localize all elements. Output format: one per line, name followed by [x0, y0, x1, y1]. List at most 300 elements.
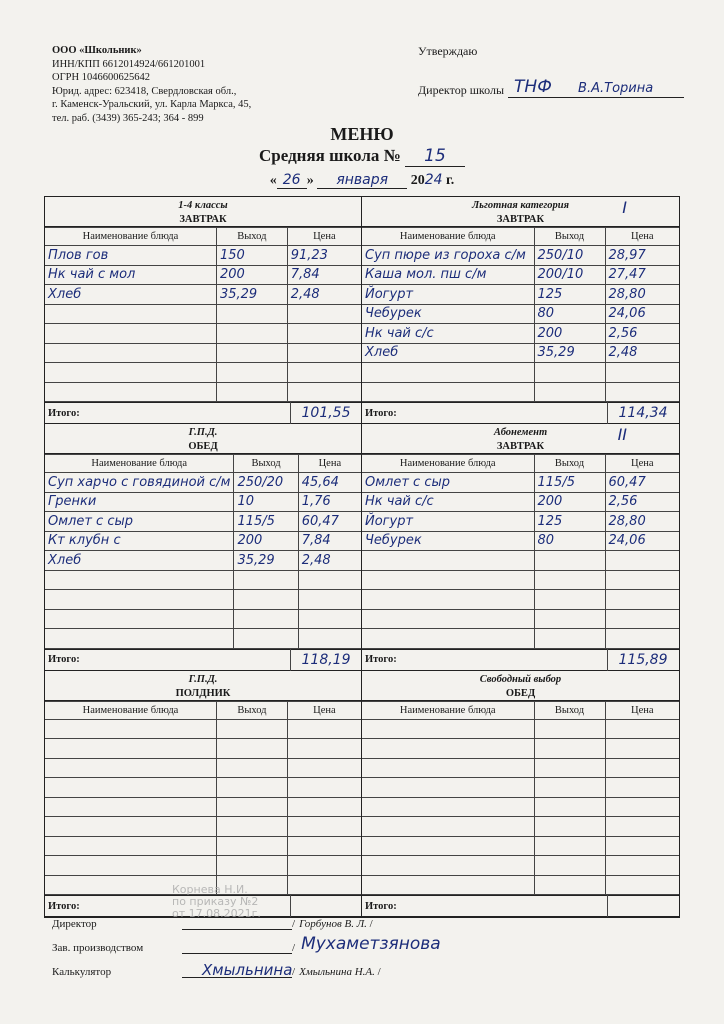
director-label: Директор школы — [418, 83, 505, 97]
table-row — [362, 551, 679, 571]
dish-price-cell — [298, 531, 361, 551]
dish-price-cell — [605, 363, 679, 383]
dish-yield: 250/10 — [537, 247, 584, 263]
column-header-price: Цена — [605, 455, 679, 473]
dish-yield-cell — [234, 492, 298, 512]
dish-yield: 35,29 — [237, 552, 275, 568]
column-header-price: Цена — [287, 228, 361, 246]
dish-yield-cell — [216, 343, 287, 363]
block-header — [362, 424, 679, 454]
dish-name-cell — [45, 739, 217, 759]
table-row — [362, 836, 679, 856]
approval-block — [418, 44, 684, 98]
table-row — [45, 609, 361, 629]
block-category: Г.П.Д. — [188, 427, 218, 438]
dish-name-cell — [45, 609, 234, 629]
table-row — [362, 778, 679, 798]
dish-yield-cell — [216, 304, 287, 324]
dish-price-cell — [287, 304, 361, 324]
dish-name: Чебурек — [365, 533, 422, 549]
dish-yield: 35,29 — [219, 286, 258, 302]
column-header-yield: Выход — [217, 701, 288, 719]
dish-price: 1,76 — [301, 494, 331, 510]
dish-price-cell — [287, 382, 361, 402]
menu-section — [45, 424, 679, 671]
menu-section — [45, 671, 679, 918]
table-row — [45, 531, 361, 551]
school-number: 15 — [405, 146, 465, 167]
table-row — [45, 797, 361, 817]
table-row — [362, 758, 679, 778]
dish-price-cell — [605, 285, 679, 305]
dish-name: Нк чай с мол — [48, 267, 136, 283]
signature-label: Калькулятор — [52, 966, 112, 978]
dish-yield-cell — [534, 590, 605, 610]
dish-name: Нк чай с/с — [365, 325, 434, 341]
dish-name-cell — [45, 817, 217, 837]
table-row — [362, 719, 679, 739]
dish-price-cell — [287, 363, 361, 383]
total-label: Итого: — [48, 407, 80, 419]
table-header-row — [362, 701, 679, 719]
dish-name-cell — [362, 758, 534, 778]
menu-date: « 26 » января 2024 г. — [269, 172, 455, 188]
dish-yield-cell — [234, 629, 298, 649]
dish-yield-cell — [234, 473, 298, 493]
total-row — [45, 649, 361, 671]
dish-name-cell — [362, 246, 534, 266]
block-meal: ОБЕД — [188, 441, 218, 452]
dish-price-cell — [605, 570, 679, 590]
table-row — [45, 817, 361, 837]
dish-yield-cell — [217, 836, 288, 856]
dish-price-cell — [605, 265, 679, 285]
dish-name-cell — [45, 246, 216, 266]
dish-yield: 125 — [537, 286, 563, 302]
block-header — [45, 671, 361, 701]
dish-price-cell — [605, 817, 679, 837]
dish-table — [362, 227, 679, 402]
table-row — [45, 551, 361, 571]
dish-price-cell — [287, 797, 361, 817]
dish-yield-cell — [217, 797, 288, 817]
dish-price-cell — [605, 836, 679, 856]
menu-block — [362, 424, 679, 671]
dish-yield-cell — [534, 285, 605, 305]
dish-yield: 80 — [537, 306, 555, 322]
table-header-row — [362, 228, 679, 246]
dish-price-cell — [298, 590, 361, 610]
menu-block — [362, 671, 679, 918]
column-header-name: Наименование блюда — [362, 455, 534, 473]
menu-block — [45, 671, 362, 918]
dish-name-cell — [45, 512, 234, 532]
total-sum: 115,89 — [618, 651, 668, 668]
table-header-row — [45, 701, 361, 719]
column-header-name: Наименование блюда — [45, 455, 234, 473]
total-sum-cell — [290, 649, 361, 671]
dish-price-cell — [605, 797, 679, 817]
table-row — [45, 363, 361, 383]
dish-price: 45,64 — [301, 474, 339, 490]
table-row — [45, 758, 361, 778]
table-row — [362, 629, 679, 649]
table-row — [362, 817, 679, 837]
table-row — [362, 797, 679, 817]
dish-price-cell — [605, 382, 679, 402]
total-label: Итого: — [365, 654, 397, 665]
table-row — [45, 570, 361, 590]
organization-block — [52, 44, 251, 125]
total-sum-cell — [607, 649, 678, 671]
column-header-yield: Выход — [534, 228, 605, 246]
dish-yield-cell — [534, 473, 605, 493]
signature-label: Зав. производством — [52, 942, 144, 954]
dish-name-cell — [362, 856, 534, 876]
block-header — [362, 671, 679, 701]
dish-yield: 200 — [237, 533, 263, 549]
dish-price-cell — [287, 778, 361, 798]
dish-yield: 10 — [237, 494, 254, 510]
column-header-name: Наименование блюда — [362, 701, 534, 719]
table-row — [45, 512, 361, 532]
dish-table — [45, 227, 361, 402]
block-meal: ЗАВТРАК — [496, 214, 545, 225]
dish-yield-cell — [534, 304, 605, 324]
dish-yield-cell — [534, 817, 605, 837]
org-line: тел. раб. (3439) 365-243; 364 - 899 — [52, 112, 204, 124]
total-sum-cell — [607, 402, 678, 424]
dish-yield: 200/10 — [537, 267, 584, 283]
dish-name-cell — [45, 382, 216, 402]
table-row — [362, 343, 679, 363]
dish-table — [362, 454, 679, 649]
dish-yield-cell — [216, 382, 287, 402]
column-header-name: Наименование блюда — [362, 228, 534, 246]
dish-name-cell — [45, 492, 234, 512]
dish-name: Каша мол. пш с/м — [365, 267, 487, 283]
dish-name-cell — [45, 551, 234, 571]
dish-name: Йогурт — [365, 286, 414, 302]
dish-price: 60,47 — [608, 474, 646, 490]
table-row — [362, 382, 679, 402]
total-sum-cell — [290, 402, 361, 424]
dish-yield: 150 — [219, 247, 245, 263]
dish-name-cell — [362, 836, 534, 856]
dish-yield-cell — [534, 551, 605, 571]
dish-price-cell — [287, 856, 361, 876]
signature-row: Директор / Горбунов В. Л. / — [52, 906, 652, 930]
block-meal: ОБЕД — [505, 687, 536, 699]
dish-price-cell — [605, 590, 679, 610]
dish-yield-cell — [217, 817, 288, 837]
director-signature-line — [508, 79, 684, 98]
table-row — [45, 719, 361, 739]
stamp-line: по приказу №2 — [172, 895, 259, 908]
dish-price-cell — [287, 875, 361, 895]
dish-name-cell — [45, 285, 216, 305]
dish-table — [45, 454, 361, 649]
dish-price-cell — [287, 265, 361, 285]
dish-name: Гренки — [48, 494, 97, 510]
dish-price-cell — [298, 473, 361, 493]
dish-price-cell — [287, 719, 361, 739]
menu-block — [362, 197, 679, 424]
dish-name-cell — [362, 473, 534, 493]
dish-name-cell — [362, 363, 534, 383]
org-line: г. Каменск-Уральский, ул. Карла Маркса, 45, — [52, 99, 252, 110]
column-header-price: Цена — [298, 455, 361, 473]
dish-yield-cell — [234, 609, 298, 629]
column-header-yield: Выход — [534, 701, 605, 719]
director-name: В.А.Торина — [578, 81, 654, 96]
dish-yield: 115/5 — [537, 474, 575, 490]
stamp-line: от 17.08.2021г. — [172, 907, 261, 920]
dish-yield-cell — [217, 758, 288, 778]
page-title: МЕНЮ — [330, 124, 394, 144]
dish-yield-cell — [234, 590, 298, 610]
dish-price-cell — [287, 758, 361, 778]
year-end: г. — [446, 173, 455, 188]
dish-price: 28,80 — [608, 513, 646, 529]
dish-yield-cell — [217, 778, 288, 798]
dish-price-cell — [605, 778, 679, 798]
table-row — [45, 382, 361, 402]
dish-price-cell — [605, 856, 679, 876]
column-header-yield: Выход — [234, 455, 298, 473]
dish-price-cell — [605, 719, 679, 739]
dish-yield: 200 — [219, 267, 245, 283]
dish-name-cell — [362, 739, 534, 759]
dish-name: Йогурт — [365, 513, 414, 529]
dish-name: Омлет с сыр — [48, 513, 133, 529]
dish-yield-cell — [216, 265, 287, 285]
dish-name-cell — [362, 629, 534, 649]
dish-price-cell — [605, 492, 679, 512]
dish-price: 2,48 — [608, 345, 638, 361]
block-category: 1-4 классы — [178, 200, 228, 211]
dish-name: Суп харчо с говядиной с/м — [48, 474, 231, 490]
table-row — [362, 570, 679, 590]
dish-yield: 200 — [537, 325, 563, 341]
dish-price: 2,56 — [608, 494, 638, 510]
signature-handwriting: Мухаметзянова — [301, 934, 441, 954]
menu-block — [45, 424, 362, 671]
dish-name-cell — [362, 719, 534, 739]
block-category: Свободный выбор — [479, 673, 562, 685]
table-row — [45, 492, 361, 512]
dish-yield-cell — [534, 512, 605, 532]
dish-yield-cell — [534, 609, 605, 629]
dish-name-cell — [45, 531, 234, 551]
table-row — [362, 739, 679, 759]
dish-price-cell — [287, 836, 361, 856]
dish-price-cell — [287, 246, 361, 266]
block-header — [45, 197, 361, 227]
dish-name-cell — [362, 382, 534, 402]
dish-name-cell — [362, 875, 534, 895]
dish-price: 7,84 — [290, 267, 320, 283]
table-header-row — [45, 455, 361, 473]
table-row — [45, 629, 361, 649]
dish-price-cell — [605, 512, 679, 532]
dish-yield-cell — [234, 531, 298, 551]
dish-price: 91,23 — [290, 247, 328, 263]
dish-name-cell — [362, 492, 534, 512]
dish-price-cell — [298, 609, 361, 629]
dish-name-cell — [45, 758, 217, 778]
signature-line — [182, 939, 292, 954]
dish-price-cell — [605, 531, 679, 551]
dish-yield-cell — [534, 363, 605, 383]
signature-line — [182, 963, 292, 978]
dish-price-cell — [605, 304, 679, 324]
dish-yield: 200 — [537, 494, 563, 510]
dish-name-cell — [45, 265, 216, 285]
dish-table — [362, 701, 679, 896]
dish-yield: 115/5 — [237, 513, 275, 529]
dish-yield-cell — [217, 719, 288, 739]
column-header-name: Наименование блюда — [45, 701, 217, 719]
approval-title: Утверждаю — [418, 44, 478, 58]
dish-name-cell — [362, 304, 534, 324]
date-month: января — [317, 172, 407, 189]
block-category: Г.П.Д. — [188, 673, 218, 685]
block-mark: I — [622, 198, 627, 217]
dish-name-cell — [362, 285, 534, 305]
dish-price-cell — [605, 629, 679, 649]
dish-name: Суп пюре из гороха с/м — [365, 247, 526, 263]
dish-yield-cell — [534, 492, 605, 512]
dish-name-cell — [362, 512, 534, 532]
dish-price-cell — [605, 551, 679, 571]
dish-price: 7,84 — [301, 533, 331, 549]
dish-price-cell — [605, 324, 679, 344]
dish-yield-cell — [534, 719, 605, 739]
dish-price: 24,06 — [608, 306, 646, 322]
dish-name-cell — [45, 343, 216, 363]
dish-name-cell — [362, 265, 534, 285]
total-row — [362, 649, 679, 671]
total-row — [45, 402, 361, 424]
block-meal: ЗАВТРАК — [179, 214, 227, 225]
dish-name-cell — [362, 551, 534, 571]
block-header — [362, 197, 679, 227]
dish-name-cell — [45, 590, 234, 610]
dish-name: Плов гов — [48, 247, 109, 263]
dish-price-cell — [298, 551, 361, 571]
dish-name-cell — [45, 304, 216, 324]
dish-price-cell — [605, 343, 679, 363]
dish-name: Хлеб — [365, 345, 399, 361]
table-row — [45, 739, 361, 759]
dish-price-cell — [287, 285, 361, 305]
table-row — [362, 590, 679, 610]
dish-price: 27,47 — [608, 267, 646, 283]
dish-yield-cell — [216, 324, 287, 344]
dish-name: Кт клубн с — [48, 533, 121, 549]
dish-yield-cell — [534, 570, 605, 590]
table-row — [362, 512, 679, 532]
table-row — [362, 609, 679, 629]
dish-yield-cell — [217, 856, 288, 876]
dish-name-cell — [45, 719, 217, 739]
table-row — [362, 531, 679, 551]
dish-price-cell — [605, 758, 679, 778]
dish-yield-cell — [234, 551, 298, 571]
dish-price-cell — [605, 473, 679, 493]
dish-name: Хлеб — [48, 286, 82, 302]
org-line: ОГРН 1046600625642 — [52, 72, 150, 83]
dish-yield-cell — [234, 570, 298, 590]
dish-name: Нк чай с/с — [365, 494, 434, 510]
dish-name-cell — [45, 363, 216, 383]
dish-yield-cell — [534, 875, 605, 895]
block-mark: II — [617, 425, 627, 444]
table-row — [362, 473, 679, 493]
dish-name-cell — [45, 570, 234, 590]
dish-price-cell — [298, 629, 361, 649]
column-header-price: Цена — [287, 701, 361, 719]
total-sum: 101,55 — [301, 405, 351, 421]
table-row — [45, 246, 361, 266]
dish-yield: 250/20 — [237, 474, 284, 490]
date-day: 26 — [277, 172, 307, 189]
dish-price-cell — [605, 875, 679, 895]
school-line — [0, 146, 724, 167]
dish-name: Хлеб — [48, 552, 82, 568]
dish-yield-cell — [234, 512, 298, 532]
dish-name-cell — [45, 856, 217, 876]
dish-price: 28,97 — [608, 247, 646, 263]
dish-price-cell — [605, 246, 679, 266]
dish-yield-cell — [534, 758, 605, 778]
signature-name: Горбунов В. Л. — [299, 918, 367, 930]
signature-line — [182, 915, 292, 930]
column-header-price: Цена — [605, 701, 679, 719]
dish-price: 2,56 — [608, 325, 638, 341]
table-row — [362, 285, 679, 305]
signature-label: Директор — [52, 918, 97, 930]
table-row — [45, 304, 361, 324]
dish-name-cell — [45, 324, 216, 344]
table-header-row — [45, 228, 361, 246]
table-row — [45, 473, 361, 493]
signature-row: Калькулятор Хмыльнина / Хмыльнина Н.А. / — [52, 961, 381, 979]
dish-yield-cell — [534, 778, 605, 798]
dish-yield-cell — [216, 246, 287, 266]
signature-handwriting: Хмыльнина — [202, 961, 293, 979]
dish-name-cell — [45, 836, 217, 856]
table-row — [362, 492, 679, 512]
block-header — [45, 424, 361, 454]
table-row — [362, 265, 679, 285]
table-row — [362, 856, 679, 876]
dish-name-cell — [45, 797, 217, 817]
total-row — [362, 402, 679, 424]
org-line: ИНН/КПП 6612014924/661201001 — [52, 58, 206, 70]
org-line: Юрид. адрес: 623418, Свердловская обл., — [52, 85, 237, 97]
dish-yield-cell — [216, 363, 287, 383]
dish-name-cell — [45, 473, 234, 493]
dish-table — [45, 701, 361, 896]
dish-name-cell — [362, 609, 534, 629]
menu-section — [45, 197, 679, 424]
total-label: Итого: — [365, 407, 397, 419]
dish-name-cell — [362, 570, 534, 590]
total-sum: 114,34 — [618, 405, 668, 421]
total-label: Итого: — [365, 900, 397, 912]
